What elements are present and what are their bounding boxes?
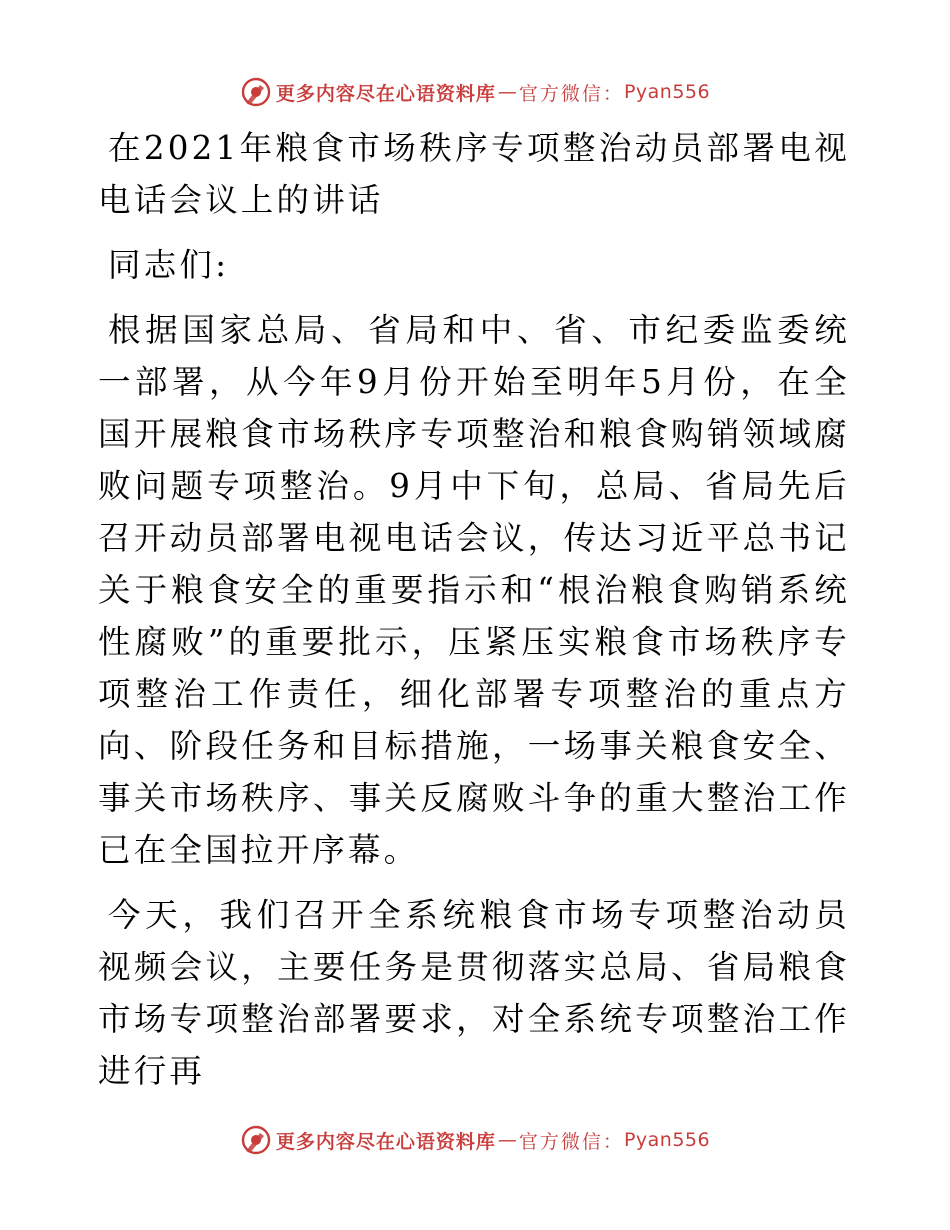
- header-watermark: [0, 72, 950, 112]
- document-title: 在2021年粮食市场秩序专项整治动员部署电视电话会议上的讲话: [98, 129, 850, 219]
- salutation: 同志们:: [108, 246, 230, 284]
- watermark-id: Pyan556: [623, 81, 711, 103]
- watermark-label: 官方微信：: [518, 1130, 624, 1153]
- watermark-dash: —: [497, 81, 517, 103]
- paragraph-2: 今天，我们召开全系统粮食市场专项整治动员视频会议，主要任务是贯彻落实总局、省局粮食市场专项整治部署要求，对全系统专项整治工作进行再: [98, 896, 850, 1090]
- pen-circle-icon: [240, 1124, 272, 1156]
- watermark-id: Pyan556: [623, 1129, 711, 1151]
- pen-circle-icon: [240, 76, 272, 108]
- footer-watermark: [0, 1120, 950, 1160]
- watermark-label: 官方微信：: [518, 82, 624, 105]
- paragraph-1: 根据国家总局、省局和中、省、市纪委监委统一部署，从今年9月份开始至明年5月份，在全国开展粮食市场秩序专项整治和粮食购销领域腐败问题专项整治。9月中下旬，总局、省局先后召开动员部署电视电话会议，传达习近平总书记关于粮食安全的重要指示和“根治粮食购销系统性腐败”的重要批示，压紧压实粮食市场秩序专项整治工作责任，细化部署专项整治的重点方向、阶段任务和目标措施，一场事关粮食安全、事关市场秩序、事关反腐败斗争的重大整治工作已在全国拉开序幕。: [98, 311, 850, 869]
- document-body: [98, 122, 850, 1110]
- watermark-brand: 更多内容尽在心语资料库: [275, 82, 496, 105]
- watermark-dash: —: [497, 1129, 517, 1151]
- watermark-brand: 更多内容尽在心语资料库: [275, 1130, 496, 1153]
